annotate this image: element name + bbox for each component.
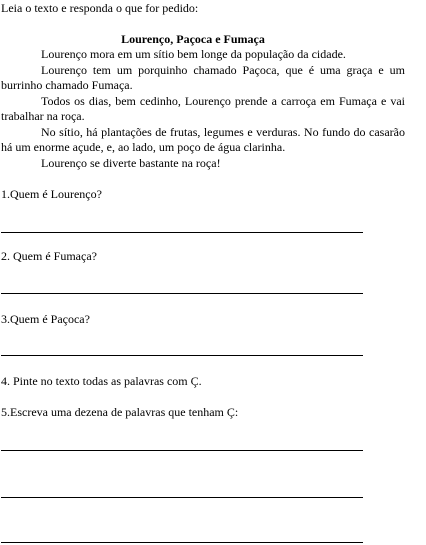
answer-line-5c[interactable]: [1, 542, 363, 543]
instruction-text: Leia o texto e responda o que for pedido:: [1, 1, 199, 15]
question-2: 2. Quem é Fumaça?: [1, 249, 97, 263]
answer-line-1[interactable]: [1, 232, 363, 233]
answer-line-5a[interactable]: [1, 450, 363, 451]
answer-line-2[interactable]: [1, 293, 363, 294]
story-paragraph: Todos os dias, bem cedinho, Lourenço prende a carroça em Fumaça e vai trabalhar na roça.: [1, 93, 405, 123]
story-paragraph: Lourenço se diverte bastante na roça!: [41, 155, 221, 170]
story-paragraph: No sítio, há plantações de frutas, legumes e verduras. No fundo do casarão há um enorme açude, e, ao lado, um poço de água clarinha.: [1, 124, 405, 154]
story-paragraph: Lourenço mora em um sítio bem longe da população da cidade.: [41, 47, 346, 61]
story-text: [1, 47, 405, 171]
story-paragraph: Lourenço tem um porquinho chamado Paçoca, que é uma graça e um burrinho chamado Fumaça.: [1, 62, 405, 92]
story-title: Lourenço, Paçoca e Fumaça: [121, 32, 265, 46]
question-3: 3.Quem é Paçoca?: [1, 312, 90, 326]
answer-line-5b[interactable]: [1, 497, 363, 498]
answer-line-3[interactable]: [1, 355, 363, 356]
question-4: 4. Pinte no texto todas as palavras com Ç.: [1, 374, 202, 388]
question-5: 5.Escreva uma dezena de palavras que tenham Ç:: [1, 405, 239, 419]
question-1: 1.Quem é Lourenço?: [1, 187, 102, 201]
